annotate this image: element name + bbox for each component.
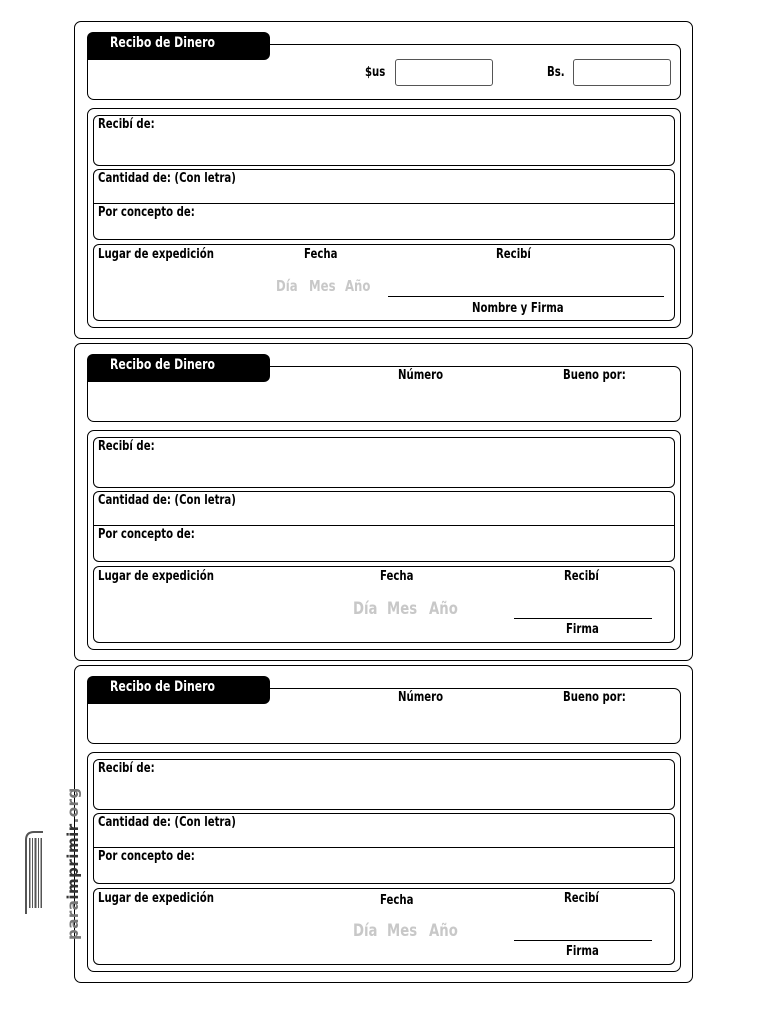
recibi-de-box[interactable] (93, 437, 675, 488)
cantidad-label: Cantidad de: (Con letra) (98, 171, 236, 186)
bueno-por-label: Bueno por: (563, 690, 626, 705)
receipt-3 (74, 665, 693, 983)
firma-label: Firma (566, 622, 599, 637)
recibi-label: Recibí (496, 247, 531, 262)
signature-line (388, 296, 664, 297)
numero-label: Número (398, 690, 444, 705)
recibi-label: Recibí (564, 569, 599, 584)
divider (94, 525, 674, 526)
logo-prefix: para (64, 899, 82, 940)
numero-label: Número (398, 368, 444, 383)
recibi-de-label: Recibí de: (98, 761, 155, 776)
cantidad-concepto-box[interactable] (93, 169, 675, 240)
mes-placeholder: Mes (309, 277, 336, 295)
concepto-label: Por concepto de: (98, 849, 195, 864)
receipt-1 (74, 21, 693, 339)
cantidad-concepto-box[interactable] (93, 813, 675, 884)
divider (94, 847, 674, 848)
recibi-de-box[interactable] (93, 759, 675, 810)
logo-suffix: .org (64, 787, 82, 824)
logo-brand: imprimir (64, 823, 82, 900)
fecha-label: Fecha (304, 247, 338, 262)
barcode-icon (24, 830, 44, 915)
lugar-fecha-box[interactable] (93, 244, 675, 321)
firma-label: Nombre y Firma (472, 301, 564, 316)
concepto-label: Por concepto de: (98, 527, 195, 542)
dia-placeholder: Día (353, 921, 378, 941)
signature-line (514, 618, 652, 619)
bs-amount-field[interactable] (573, 59, 671, 86)
cantidad-label: Cantidad de: (Con letra) (98, 815, 236, 830)
cantidad-label: Cantidad de: (Con letra) (98, 493, 236, 508)
receipt-title: Recibo de Dinero (110, 679, 216, 695)
cantidad-concepto-box[interactable] (93, 491, 675, 562)
fecha-label: Fecha (380, 569, 414, 584)
recibi-de-label: Recibí de: (98, 117, 155, 132)
receipt-title: Recibo de Dinero (110, 35, 216, 51)
recibi-de-label: Recibí de: (98, 439, 155, 454)
signature-line (514, 940, 652, 941)
firma-label: Firma (566, 944, 599, 959)
paraimprimir-logo (22, 787, 82, 940)
divider (94, 203, 674, 204)
bueno-por-label: Bueno por: (563, 368, 626, 383)
lugar-fecha-box[interactable] (93, 888, 675, 965)
lugar-label: Lugar de expedición (98, 569, 214, 584)
dia-placeholder: Día (276, 277, 298, 295)
anio-placeholder: Año (429, 921, 458, 941)
fecha-label: Fecha (380, 893, 414, 908)
anio-placeholder: Año (345, 277, 371, 295)
sus-amount-field[interactable] (395, 59, 493, 86)
lugar-fecha-box[interactable] (93, 566, 675, 643)
concepto-label: Por concepto de: (98, 205, 195, 220)
anio-placeholder: Año (429, 599, 458, 619)
logo-wordmark (64, 787, 82, 940)
recibi-label: Recibí (564, 891, 599, 906)
mes-placeholder: Mes (387, 921, 418, 941)
bs-label: Bs. (547, 65, 565, 80)
mes-placeholder: Mes (387, 599, 418, 619)
lugar-label: Lugar de expedición (98, 247, 214, 262)
receipt-2 (74, 343, 693, 661)
dia-placeholder: Día (353, 599, 378, 619)
receipt-title: Recibo de Dinero (110, 357, 216, 373)
sus-label: $us (365, 65, 386, 80)
lugar-label: Lugar de expedición (98, 891, 214, 906)
recibi-de-box[interactable] (93, 115, 675, 166)
